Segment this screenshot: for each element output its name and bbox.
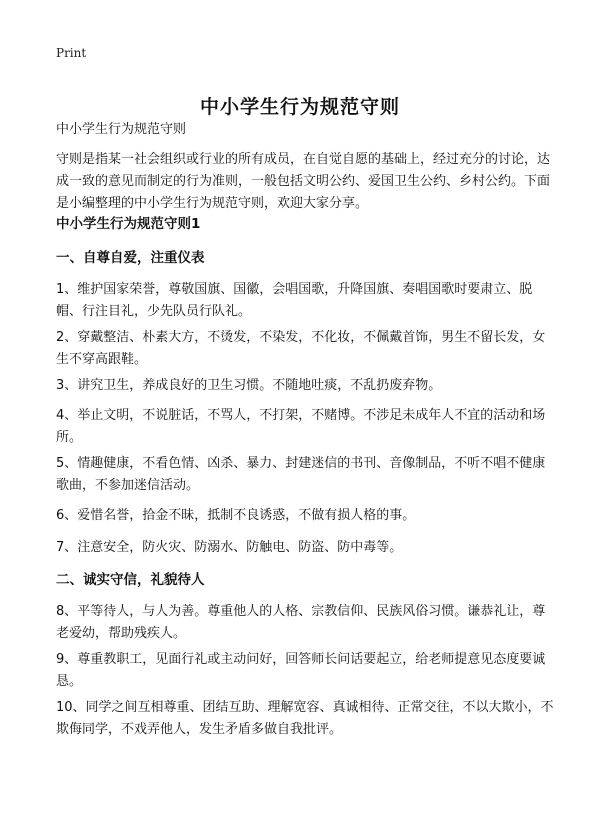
part1-heading: 一、自尊自爱，注重仪表 <box>56 250 205 266</box>
rule-item-10: 10、同学之间互相尊重、团结互助、理解宽容、真诚相待、正常交往，不以大欺小，不欺侮同学，不戏弄他人，发生矛盾多做自我批评。 <box>56 700 554 737</box>
part2-heading: 二、诚实守信，礼貌待人 <box>56 572 205 588</box>
document-subtitle: 中小学生行为规范守则 <box>56 122 187 137</box>
print-link[interactable]: Print <box>56 46 87 60</box>
rule-item-7: 7、注意安全，防火灾、防溺水、防触电、防盗、防中毒等。 <box>56 540 403 555</box>
rule-item-1: 1、维护国家荣誉，尊敬国旗、国徽，会唱国歌，升降国旗、奏唱国歌时要肃立、脱帽、行注目礼，少先队员行队礼。 <box>56 282 533 319</box>
section-title: 中小学生行为规范守则1 <box>56 216 201 232</box>
page-title: 中小学生行为规范守则 <box>199 95 400 118</box>
intro-paragraph: 守则是指某一社会组织或行业的所有成员，在自觉自愿的基础上，经过充分的讨论，达成一致的意见而制定的行为准则，一般包括文明公约、爱国卫生公约、乡村公约。下面是小编整理的中小学生行为规范守则，欢迎大家分享。 <box>56 152 551 211</box>
rule-item-9: 9、尊重教职工，见面行礼或主动问好，回答师长问话要起立，给老师提意见态度要诚恳。 <box>56 652 546 689</box>
rule-item-5: 5、情趣健康，不看色情、凶杀、暴力、封建迷信的书刊、音像制品，不听不唱不健康歌曲，不参加迷信活动。 <box>56 456 546 493</box>
rule-item-2: 2、穿戴整洁、朴素大方，不烫发，不染发，不化妆，不佩戴首饰，男生不留长发，女生不穿高跟鞋。 <box>56 330 546 367</box>
rule-item-3: 3、讲究卫生，养成良好的卫生习惯。不随地吐痰，不乱扔废弃物。 <box>56 378 442 393</box>
rule-item-4: 4、举止文明，不说脏话，不骂人，不打架，不赌博。不涉足未成年人不宜的活动和场所。 <box>56 408 546 445</box>
rule-item-8: 8、平等待人，与人为善。尊重他人的人格、宗教信仰、民族风俗习惯。谦恭礼让，尊老爱幼，帮助残疾人。 <box>56 604 546 641</box>
rule-item-6: 6、爱惜名誉，拾金不昧，抵制不良诱惑，不做有损人格的事。 <box>56 508 416 523</box>
